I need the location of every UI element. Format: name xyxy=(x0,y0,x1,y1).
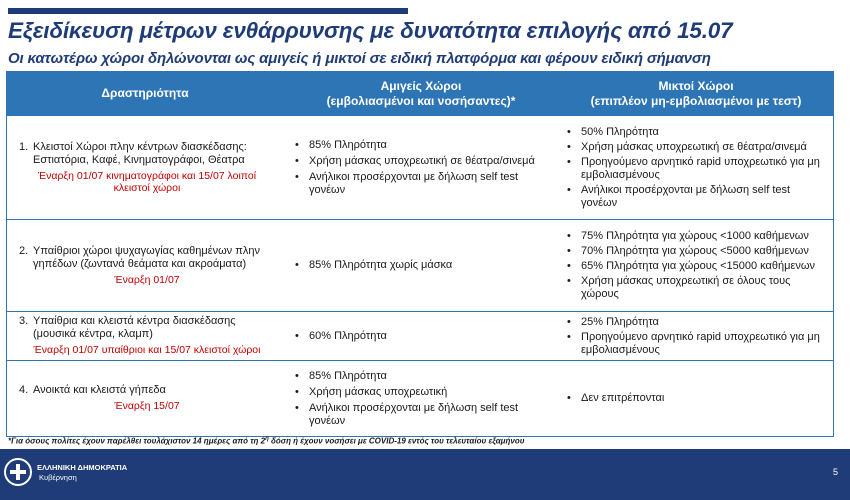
mixed-spaces-cell xyxy=(559,220,833,311)
table-row xyxy=(7,219,833,311)
pure-spaces-item: • Ανήλικοι προσέρχονται με δήλωση self test γονέων xyxy=(293,171,551,197)
mixed-spaces-item: • 75% Πληρότητα για χώρους <1000 καθήμενων xyxy=(565,230,827,243)
pure-spaces-cell xyxy=(283,312,559,360)
column-header-pure-spaces xyxy=(283,72,559,115)
org-name: ΕΛΛΗΝΙΚΗ ΔΗΜΟΚΡΑΤΙΑ xyxy=(37,463,128,472)
row-number: 2. xyxy=(19,244,29,257)
pure-spaces-cell xyxy=(283,116,559,219)
pure-spaces-item: • 60% Πληρότητα xyxy=(293,330,551,343)
mixed-spaces-item: • Δεν επιτρέπονται xyxy=(565,392,827,405)
row-number: 1. xyxy=(19,140,29,153)
mixed-spaces-item: • 25% Πληρότητα xyxy=(565,316,827,329)
title-rule xyxy=(8,8,408,14)
column-header-mixed-label: Μικτοί Χώροι xyxy=(658,78,734,93)
column-header-activity-label: Δραστηριότητα xyxy=(101,86,189,100)
government-label xyxy=(37,463,127,483)
mixed-spaces-item: • 70% Πληρότητα για χώρους <5000 καθήμενων xyxy=(565,245,827,258)
greek-cross-seal-icon xyxy=(4,458,32,486)
org-subname: Κυβέρνηση xyxy=(39,473,77,482)
mixed-spaces-item: • Ανήλικοι προσέρχονται με δήλωση self test γονέων xyxy=(565,184,827,210)
pure-spaces-cell xyxy=(283,220,559,311)
pure-spaces-cell xyxy=(283,361,559,436)
footnote-superscript: η xyxy=(265,436,269,442)
page-number: 5 xyxy=(832,467,838,477)
activity-cell xyxy=(7,220,283,311)
mixed-spaces-cell xyxy=(559,116,833,219)
pure-spaces-item: • Χρήση μάσκας υποχρεωτική σε θέατρα/σινεμά xyxy=(293,155,551,168)
page-subtitle: Οι κατωτέρω χώροι δηλώνονται ως αμιγείς ή μικτοί σε ειδική πλατφόρμα και φέρουν ειδική σήμανση xyxy=(8,50,711,67)
activity-text: Υπαίθριοι χώροι ψυχαγωγίας καθημένων πλην γηπέδων (ζωντανά θεάματα και ακροάματα) xyxy=(33,244,260,270)
row-number: 4. xyxy=(19,384,29,397)
row-number: 3. xyxy=(19,315,29,328)
table-header-row xyxy=(7,72,833,115)
mixed-spaces-item: • Προηγούμενο αρνητικό rapid υποχρεωτικό για μη εμβολιασμένους xyxy=(565,331,827,357)
table-row xyxy=(7,311,833,360)
page-title: Εξειδίκευση μέτρων ενθάρρυνσης με δυνατότητα επιλογής από 15.07 xyxy=(8,18,733,43)
pure-spaces-item: • Χρήση μάσκας υποχρεωτική xyxy=(293,386,551,399)
mixed-spaces-item: • 50% Πληρότητα xyxy=(565,126,827,139)
table-row xyxy=(7,360,833,436)
activity-cell xyxy=(7,116,283,219)
activity-cell xyxy=(7,361,283,436)
mixed-spaces-item: • 65% Πληρότητα για χώρους <15000 καθήμενων xyxy=(565,260,827,273)
column-header-mixed-spaces xyxy=(559,72,833,115)
pure-spaces-item: • Ανήλικοι προσέρχονται με δήλωση self test γονέων xyxy=(293,402,551,428)
mixed-spaces-cell xyxy=(559,312,833,360)
activity-text: Κλειστοί Χώροι πλην κέντρων διασκέδασης: Εστιατόρια, Καφέ, Κινηματογράφοι, Θέατρα xyxy=(33,140,247,166)
footnote xyxy=(8,436,848,446)
footnote-text-end: δόση ή έχουν νοσήσει με COVID-19 εντός του τελευταίου εξαμήνου xyxy=(268,436,525,446)
table-row xyxy=(7,115,833,219)
activity-text: Υπαίθρια και κλειστά κέντρα διασκέδασης (μουσικά κέντρα, κλαμπ) xyxy=(33,315,236,341)
column-header-pure-label: Αμιγείς Χώροι xyxy=(380,78,462,93)
column-header-activity xyxy=(7,72,283,115)
pure-spaces-item: • 85% Πληρότητα χωρίς μάσκα xyxy=(293,259,551,272)
activity-text: Ανοικτά και κλειστά γήπεδα xyxy=(33,384,166,397)
start-date-note: Έναρξη 01/07 κινηματογράφοι και 15/07 λοιποί κλειστοί χώροι xyxy=(37,169,257,194)
measures-table xyxy=(6,71,834,437)
footnote-text: *Για όσους πολίτες έχουν παρέλθει τουλάχιστον 14 ημέρες από τη 2 xyxy=(8,436,266,446)
start-date-note: Έναρξη 01/07 υπαίθριοι και 15/07 κλειστοί χώροι xyxy=(33,344,261,357)
pure-spaces-item: • 85% Πληρότητα xyxy=(293,370,551,383)
column-header-pure-sublabel: (εμβολιασμένοι και νοσήσαντες)* xyxy=(326,93,516,108)
start-date-note: Έναρξη 01/07 xyxy=(114,273,180,286)
mixed-spaces-item: • Χρήση μάσκας υποχρεωτική σε όλους τους χώρους xyxy=(565,275,827,301)
column-header-mixed-sublabel: (επιπλέον μη-εμβολιασμένοι με τεστ) xyxy=(590,93,802,108)
footer-bar xyxy=(0,449,850,500)
mixed-spaces-item: • Προηγούμενο αρνητικό rapid υποχρεωτικό για μη εμβολιασμένους xyxy=(565,156,827,182)
pure-spaces-item: • 85% Πληρότητα xyxy=(293,139,551,152)
activity-cell xyxy=(7,312,283,360)
mixed-spaces-cell xyxy=(559,361,833,436)
mixed-spaces-item: • Χρήση μάσκας υποχρεωτική σε θέατρα/σινεμά xyxy=(565,141,827,154)
start-date-note: Έναρξη 15/07 xyxy=(114,400,180,413)
